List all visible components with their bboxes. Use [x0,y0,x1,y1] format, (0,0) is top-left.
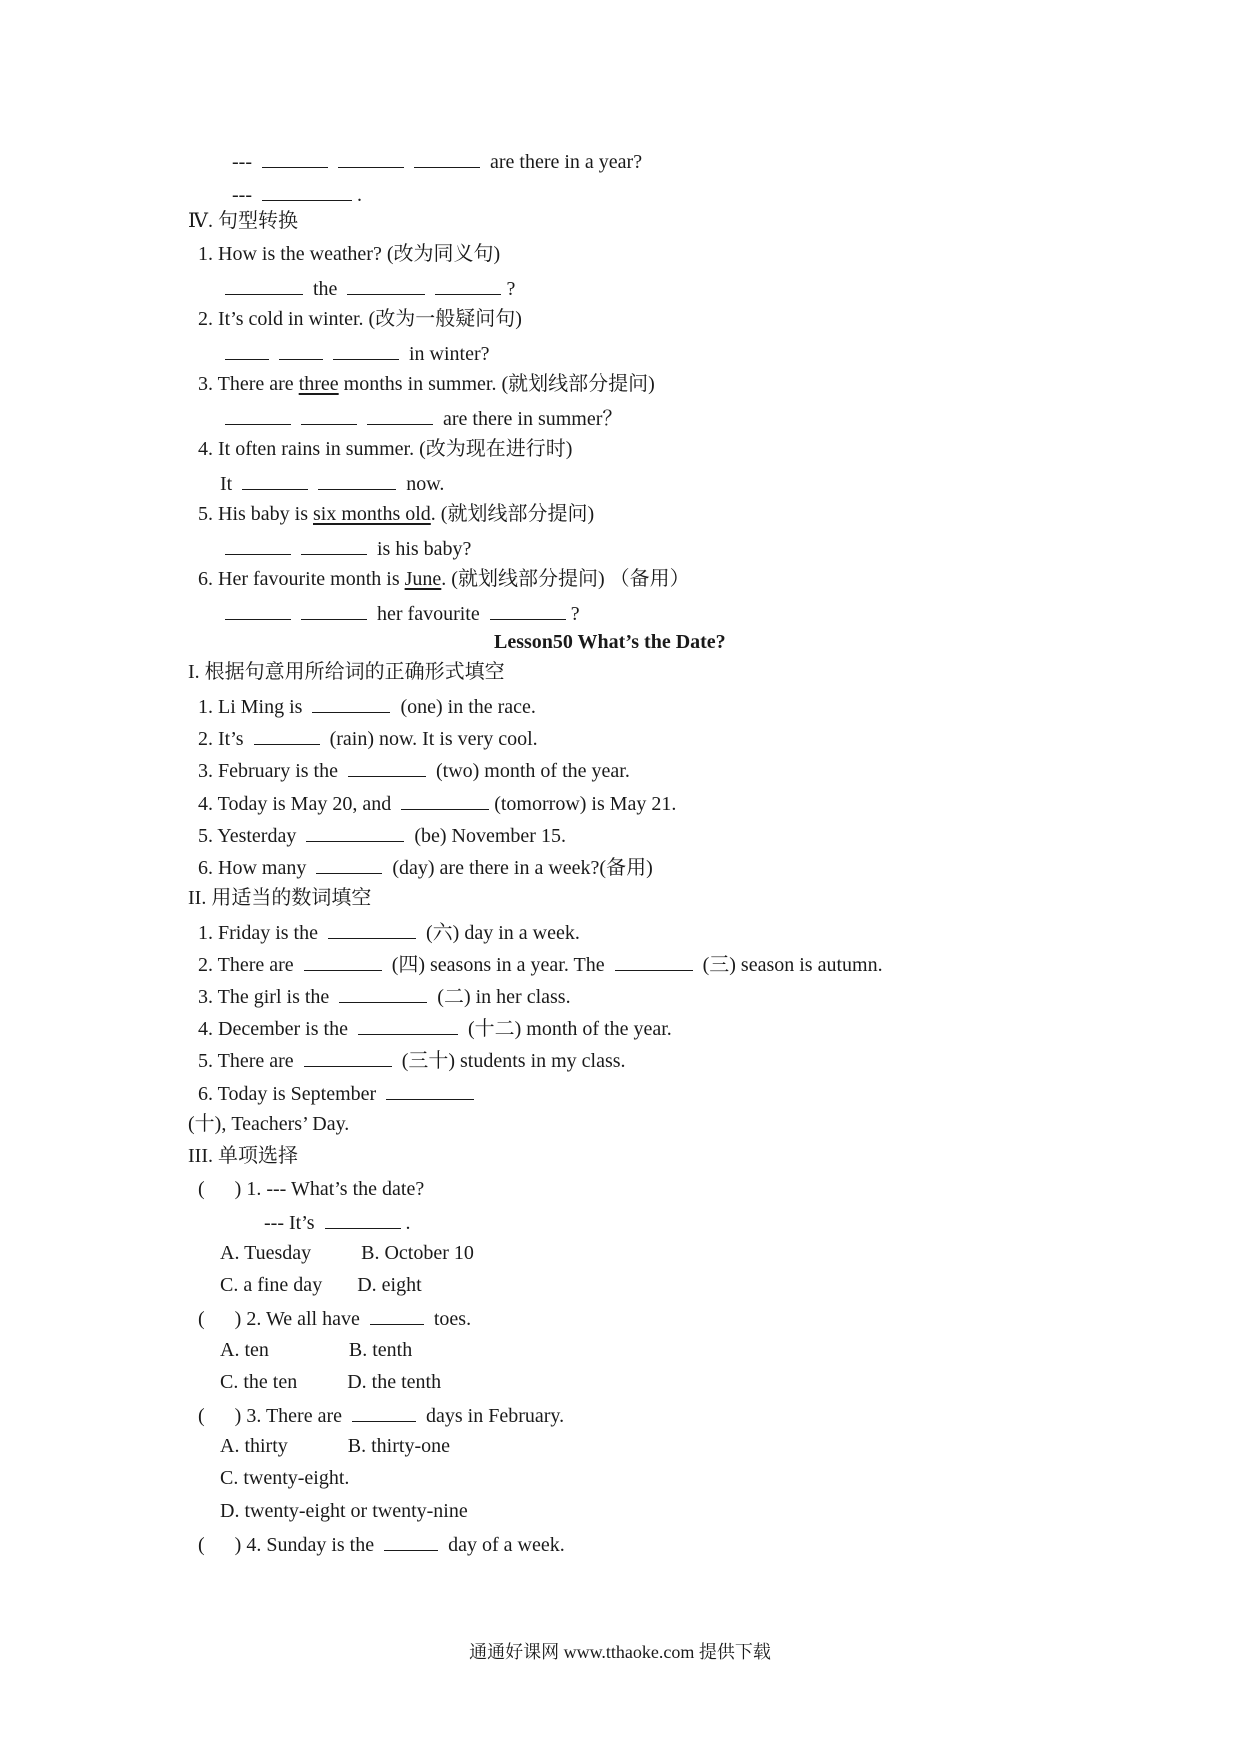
line-text: 1. Li Ming is [198,696,308,718]
line-text: 1. How is the weather? (改为同义句) [198,243,501,265]
line-text: day of a week. [443,1534,565,1556]
answer-blank[interactable] [242,469,308,490]
line-text: (one) in the race. [395,696,536,718]
question-item [198,950,883,978]
line-text: are there in a year? [484,151,643,173]
answer-line [232,147,642,175]
answer-blank[interactable] [325,1208,401,1229]
choice-options [220,1433,450,1459]
line-text: . [356,184,362,206]
answer-blank[interactable] [333,339,399,360]
answer-blank[interactable] [225,274,303,295]
line-text: 5. There are [198,1050,299,1072]
line-text: . (就划线部分提问) [430,503,595,525]
line-text: (rain) now. It is very cool. [324,728,538,750]
line-text: 4. December is the [198,1018,353,1040]
answer-blank[interactable] [312,692,390,713]
line-text: A. ten B. tenth [220,1339,413,1361]
line-text: (四) seasons in a year. The [386,954,610,976]
line-text: (三) season is autumn. [697,954,883,976]
line-text: (十), Teachers’ Day. [188,1113,350,1135]
question-item [198,306,522,332]
answer-blank[interactable] [262,147,328,168]
line-text: 6. Today is September [198,1083,382,1105]
line-text: (tomorrow) is May 21. [494,793,677,815]
line-text: 4. It often rains in summer. (改为现在进行时) [198,438,573,460]
answer-blank[interactable] [225,534,291,555]
answer-blank[interactable] [401,789,489,810]
line-text: C. twenty-eight. [220,1467,350,1489]
line-text: (三十) students in my class. [396,1050,626,1072]
answer-blank[interactable] [318,469,396,490]
question-item [198,1014,672,1042]
underlined-text: June [404,568,442,590]
choice-options [220,1240,474,1266]
line-text: ( ) 4. Sunday is the [198,1534,380,1556]
answer-blank[interactable] [338,147,404,168]
question-item [198,918,580,946]
question-item [198,789,676,817]
line-text: (two) month of the year. [430,760,630,782]
line-text: --- [232,184,257,206]
line-text: Ⅳ. 句型转换 [188,210,298,232]
line-text: 3. There are [198,373,299,395]
answer-blank[interactable] [414,147,480,168]
line-text: . [405,1212,411,1234]
line-text: --- [232,151,257,173]
line-text: D. twenty-eight or twenty-nine [220,1500,468,1522]
answer-line [232,180,362,208]
answer-blank[interactable] [301,404,357,425]
choice-options [220,1337,412,1363]
question-item [198,692,536,720]
answer-blank[interactable] [490,599,566,620]
answer-line [220,599,580,627]
question-item [198,982,571,1010]
answer-blank[interactable] [384,1530,438,1551]
question-item [198,566,690,592]
answer-blank[interactable] [225,599,291,620]
choice-options [220,1465,349,1491]
line-text: --- It’s [264,1212,320,1234]
question-item [198,1079,479,1107]
answer-blank[interactable] [316,853,382,874]
line-text: C. the ten D. the tenth [220,1371,442,1393]
line-text: 2. It’s [198,728,249,750]
line-text: is his baby? [372,538,472,560]
answer-blank[interactable] [304,1046,392,1067]
line-text: days in February. [421,1405,565,1427]
question-item [198,436,572,462]
question-item [198,371,655,397]
line-text: II. 用适当的数词填空 [188,887,372,909]
answer-line [220,274,515,302]
underlined-text: six months old [313,503,431,525]
line-text: Lesson50 What’s the Date? [494,631,726,653]
line-text: (be) November 15. [409,825,566,847]
answer-blank[interactable] [279,339,323,360]
line-text: the [308,278,343,300]
line-text: are there in summer？ [438,408,623,430]
line-text: ( ) 1. --- What’s the date? [198,1178,425,1200]
question-item [198,1046,626,1074]
answer-blank[interactable] [254,724,320,745]
answer-blank[interactable] [304,950,382,971]
answer-blank[interactable] [301,534,367,555]
answer-blank[interactable] [386,1079,474,1100]
line-text: her favourite [372,603,485,625]
line-text: A. Tuesday B. October 10 [220,1242,474,1264]
line-text: 4. Today is May 20, and [198,793,397,815]
line-text: C. a fine day D. eight [220,1274,422,1296]
line-text: in winter? [404,343,490,365]
answer-line [220,469,444,497]
section-heading [188,885,371,911]
answer-blank[interactable] [348,756,426,777]
answer-blank[interactable] [225,404,291,425]
line-text: ? [506,278,516,300]
choice-question [198,1304,471,1332]
question-item [198,821,566,849]
answer-blank[interactable] [225,339,269,360]
line-text: 3. The girl is the [198,986,335,1008]
answer-blank[interactable] [435,274,501,295]
section-heading [188,208,298,234]
line-text: (二) in her class. [432,986,571,1008]
line-text: (day) are there in a week?(备用) [387,857,653,879]
line-text: III. 单项选择 [188,1145,298,1167]
question-item [198,724,538,752]
choice-question [198,1401,564,1429]
line-text: I. 根据句意用所给词的正确形式填空 [188,661,505,683]
line-text: toes. [428,1308,472,1330]
line-text: 6. Her favourite month is [198,568,405,590]
answer-blank[interactable] [328,918,416,939]
lesson-title [494,629,726,655]
line-text: 2. There are [198,954,299,976]
line-text: months in summer. (就划线部分提问) [338,373,655,395]
answer-blank[interactable] [306,821,404,842]
choice-options [220,1498,468,1524]
answer-blank[interactable] [339,982,427,1003]
line-text: 1. Friday is the [198,922,323,944]
answer-blank[interactable] [615,950,693,971]
choice-question [198,1530,565,1558]
line-text: 5. Yesterday [198,825,302,847]
question-item [198,756,630,784]
section-heading [188,1143,298,1169]
line-text: It [220,473,238,495]
line-text: now. [401,473,445,495]
answer-blank[interactable] [370,1304,424,1325]
line-text: (六) day in a week. [421,922,580,944]
answer-line [264,1208,411,1236]
question-item [198,501,594,527]
answer-line [220,534,471,562]
line-text: 5. His baby is [198,503,313,525]
choice-options [220,1369,441,1395]
choice-question [198,1176,424,1202]
line-text: . (就划线部分提问) （备用） [441,568,690,590]
line-text: 2. It’s cold in winter. (改为一般疑问句) [198,308,522,330]
line-text: ? [570,603,580,625]
choice-options [220,1272,422,1298]
answer-line [220,404,622,432]
line-text: A. thirty B. thirty-one [220,1435,450,1457]
section-heading [188,659,505,685]
answer-blank[interactable] [352,1401,416,1422]
line-text: ( ) 2. We all have [198,1308,365,1330]
answer-blank[interactable] [358,1014,458,1035]
line-text: ( ) 3. There are [198,1405,348,1427]
question-item [188,1111,349,1137]
line-text: 3. February is the [198,760,343,782]
question-item [198,853,653,881]
underlined-text: three [298,373,339,395]
line-text: (十二) month of the year. [462,1018,672,1040]
question-item [198,241,500,267]
line-text: 6. How many [198,857,312,879]
answer-blank[interactable] [347,274,425,295]
page-footer: 通通好课网 www.tthaoke.com 提供下载 [469,1642,771,1662]
answer-line [220,339,490,367]
answer-blank[interactable] [262,180,352,201]
answer-blank[interactable] [301,599,367,620]
answer-blank[interactable] [367,404,433,425]
